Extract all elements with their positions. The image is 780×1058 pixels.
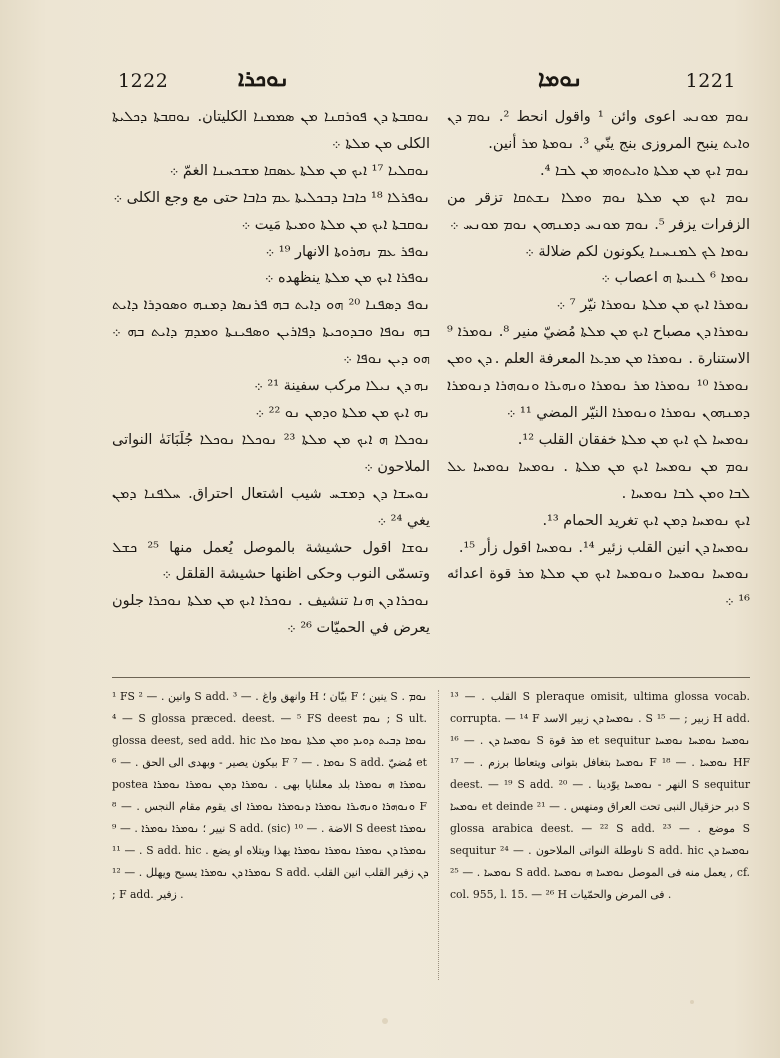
lexicon-entry: ܢܘܩܒܬܐ ܕܢ ܦܘܪܩܢܐ ܡܢ ܣܡܡܢܐ الكليتان. ܢܘܩܒܬܐ ܕܟܠܝܬܐ الكلى ܡܢ ܡܠܬܐ ܀ [112,109,430,152]
paper-stain [690,1000,694,1004]
lexicon-entry: ܢܘܡ ܐܝܟ ܡܢ ܡܠܬܐ ܘܐܝܬܘܗܝ ܡܢ ܠܒܐ ⁴. [539,162,750,179]
lexicon-entry: ܢܘܡܐ ⁶ ܠܢܝܬܐ ܗ اعصاب ܀ [601,270,750,287]
footnote-text: ¹ FS وانين . — ² S add. وانهق واغ . — ³ H بيّان ؛ F ينين ؛ S ܢܘܡ . — ⁴ S glossa præced. deest. — ⁵ FS deest ܢܘܡ ; S ult. glossa deest, sed add. hic ܢܘܡܐ ܕܒܝܬ ܕܘܝܕ ܘܡܢ ܡܠܬܐ ܢܘܡܐ ܘܠܐ بيكون يصير - وبهدى الى الحق . — ⁶ F ܢܘܡܐ . — ⁷ S add. مُضيّ et postea ܢܘܡܪܐ ܗ ܢܘܡܪܐ بلد معلنايا بهى . ܢܘܡܪܐ ܕܡܢ ܢܘܡܪܐ ܢܘܡܪܐ ܘܢܘܗܪܐ ܘܢܗܝܪܐ ܢܘܡܪܐ ܕܢܘܡܪܐ ܢܘܡܪܐ اى يقوم مقام النجس . — ⁸ F نيير ؛ ܢܘܡܪܐ ܢܘܡܪܐ . — ⁹ S add. (sic) الاضة . — ¹⁰ S deest ܢܘܡܪܐ . — ¹¹ S add. hic ܢܘܡܪܐ ܕܢ ܢܘܡܪܐ ܢܘܡܪܐ ܢܘܡܪܐ يهذا ويتلاه او يضع . ܢܘܡܪܐ ܕܢ ܢܘܡܪܐ يسبح ويهلل . — ¹² S add. ܕܢ زفير القلب انين القلب ; F add. زفير . [112,690,428,901]
footnote-rule [112,677,750,678]
lexicon-entry: ܢܘܦܪܠܐ ¹⁸ ܟܐܒܐ ܕܒܟܠܝܬܐ ܥܡ ܟܐܒܐ حتى مع وجع الكلى ܀ [113,189,430,206]
left-page-number: 1222 [118,70,169,92]
lexicon-entry: ܢܘܡ ܐܝܟ ܡܢ ܡܠܬܐ ܢܘܡ ܘܡܠܐ ܢܫܬܩܐ تزقر من الزفرات يزفر ⁵. ܢܘܡ ܡܘܢܚ ܕܡܢܗܘܢ ܢܘܡ ܡܘܢܚ ܀ [447,189,750,233]
paper-stain [382,1018,388,1024]
lexicon-entry: ܢܗ ܐܝܟ ܡܢ ܡܠܬܐ ܘܕܡܢ ܢܘ ²² ܀ [255,404,430,421]
lexicon-entry: ܢܘܡܐ ܠܟ ܠܡܢܚܢܐ يكونون لكم ضلالة ܀ [525,243,750,260]
left-footnotes [112,686,427,906]
lexicon-entry: ܢܘܦܪܐ ܐܝܟ ܡܢ ܡܠܬܐ ينظهده ܀ [264,270,430,287]
left-running-head: ܢܘܟܪܐ [238,66,290,92]
right-text-column [447,104,750,615]
lexicon-entry: ܐܝܟ ܢܘܡܚܐ ܕܡܢ ܐܝܟ تغريد الحمام ¹³. [542,512,750,529]
lexicon-entry: ܢܘܡܪܐ ܕܢ مصباح ܐܝܟ ܡܢ ܡܠܬܐ مُضيّ منير ⁸. ܢܘܡܪܐ ⁹ الاستنارة . ܢܘܡܪܐ ܡܢ ܡܕܥܐ المعرفة العلم . ܕܢ ܘܡܢ ܢܘܡܪܐ ¹⁰ ܢܘܡܪܐ ܡܪ ܢܘܡܪܐ ܘܢܗܝܪܐ ܘܢܘܗܪܐ ܕܢܘܡܪܐ ܕܡܢܗܘܢ ܢܘܡܪܐ ܘܢܘܡܪܐ النيّر المضي ¹¹ ܀ [447,324,751,421]
footnote-column-separator [438,690,439,980]
right-page-number: 1221 [685,70,736,92]
lexicon-entry: ܢܘܡ ܡܢ ܢܘܡܚܐ ܐܝܟ ܡܢ ܡܠܬܐ . ܢܘܡܚܐ ܢܘܡܚܐ ܥܠ ܠܒܐ ܘܡܢ ܠܒܐ ܢܘܡܚܐ . [447,458,750,502]
footnote-text: القلب . — ¹³ S pleraque omisit, ultima glossa vocab. corrupta. — ¹⁴ F ܢܘܡܚܐ ܕܢ زبير الاسد . S زبير ; — ¹⁵ H add. ܢܘܡܚܐ ܕܢ . — ¹⁶ S ܡܪ قوة et sequitur ܢܘܡܚܐ ܢܘܡܚܐ ܢܘܡܚܐ ܢܘܡܚܐ بتغافل بتوانى ويتعاطا برزم . — ¹⁷ F ܢܘܡܚܐ . — ¹⁸ HF deest. — ¹⁹ S add. النهر - ܢܘܡܚܐ يوّدينا . — ²⁰ S sequitur ܢܘܡܚܐ et deinde دبر حزقيال النبى تحت العراق ومنهس . — ²¹ S glossa arabica deest. — ²² S add. موضع . — ²³ S sequitur ناوطلة النواتى الملاحون . — ²⁴ S add. hic ܢܘܡܚܐ ܕܢ ܢܘܡܚܐ . — ²⁵ S add. يعمل منه فى الموصل ܢܘܡܚܐ ܗ ܢܘܡܚܐ , cf. col. 955, l. 15. — ²⁶ H فى المرض والحمّيات . [450,690,751,901]
lexicon-entry: ܢܘܡܚܐ ܠܟ ܐܝܟ ܡܢ ܡܠܬܐ خفقان القلب ¹². [517,431,750,448]
lexicon-entry: ܢܘܚܫܐ ܕܢ ܕܡܫܚ شيب اشتعال احتراق. ܚܠܦܢܐ ܕܡܢ يغي ²⁴ ܀ [112,485,430,529]
right-running-head: ܢܘܡܐ [538,66,583,92]
lexicon-entry: ܢܘܡ ܡܘܢܚ اعوى وائن ¹ واقول انحط ². ܢܘܡ ܕܢ ܘܐܝܬ ينبح المروزى بنج ينّي ³. ܢܘܡܬܐ ܡܪ أنين. [447,109,750,152]
lexicon-entry: ܢܘܡܪܐ ܐܝܟ ܡܢ ܡܠܬܐ ܢܘܡܪܐ نيّر ⁷ ܀ [556,297,750,314]
lexicon-entry: ܢܗ ܕܢ ܢܝܠܐ مركب سفينة ²¹ ܀ [254,378,430,395]
lexicon-entry: ܢܘܡܚܐ ܕܢ انين القلب زئير ¹⁴. ܢܘܡܚܐ اقول زأر ¹⁵. [458,539,750,556]
lexicon-entry: ܢܘܟܠܐ ܗ ܐܝܟ ܡܢ ܡܠܬܐ ²³ ܢܘܟܠܐ ܢܘܟܠܐ جُلَبَانَهٰ النواتى الملاحون ܀ [112,431,430,475]
lexicon-entry: ܢܘܦ ܕܣܦܢܐ ²⁰ ܗܘ ܕܐܝܬ ܒܗ ܦܪܢܣܐ ܕܡܢܗ ܘܣܘܕܪܐ ܕܐܝܬ ܒܗ ܢܘܦܐ ܘܒܕܘܟܝܬܐ ܕܦܐܪܝܢ ܘܣܦܝܢܬܐ ܘܡܕܡ ܕܐܝܬ ܒܗ ܀ ܗܘ ܕܝܢ ܢܘܦܐ ܀ [112,297,430,368]
lexicon-entry: ܢܘܦܪ ܥܡ ܢܗܪܘܬܐ الانهار ¹⁹ ܀ [265,243,430,260]
lexicon-entry: ܢܘܫܐ اقول حشيشة بالموصل يُعمل منها ²⁵ ܟܫܠ وتسمّى النوب وحكى اظنها حشيشة القلقل ܀ [112,539,431,583]
lexicon-entry: ܢܘܩܠܝܐ ¹⁷ ܐܝܟ ܡܢ ܡܠܬܐ ܥܣܩܐ ܡܫܟܚܢܐ الغمّ ܀ [169,162,430,179]
lexicon-entry: ܢܘܩܒܬܐ ܐܝܟ ܡܢ ܡܠܬܐ ܘܡܝܬܐ مَيت ܀ [241,216,430,233]
right-footnotes [450,686,750,906]
left-text-column [112,104,430,642]
lexicon-entry: ܢܘܟܪܐ ܕܢ ܗܢܐ تنشيف . ܢܘܟܪܐ ܐܝܟ ܡܢ ܡܠܬܐ ܢܘܟܪܐ جلون يعرض في الحميّات ²⁶ ܀ [112,593,430,637]
lexicon-entry: ܢܘܡܚܐ ܢܘܡܚܐ ܘܢܘܡܚܐ ܐܝܟ ܡܢ ܡܠܬܐ ܡܪ قوة اعدائه ¹⁶ ܀ [447,566,750,610]
